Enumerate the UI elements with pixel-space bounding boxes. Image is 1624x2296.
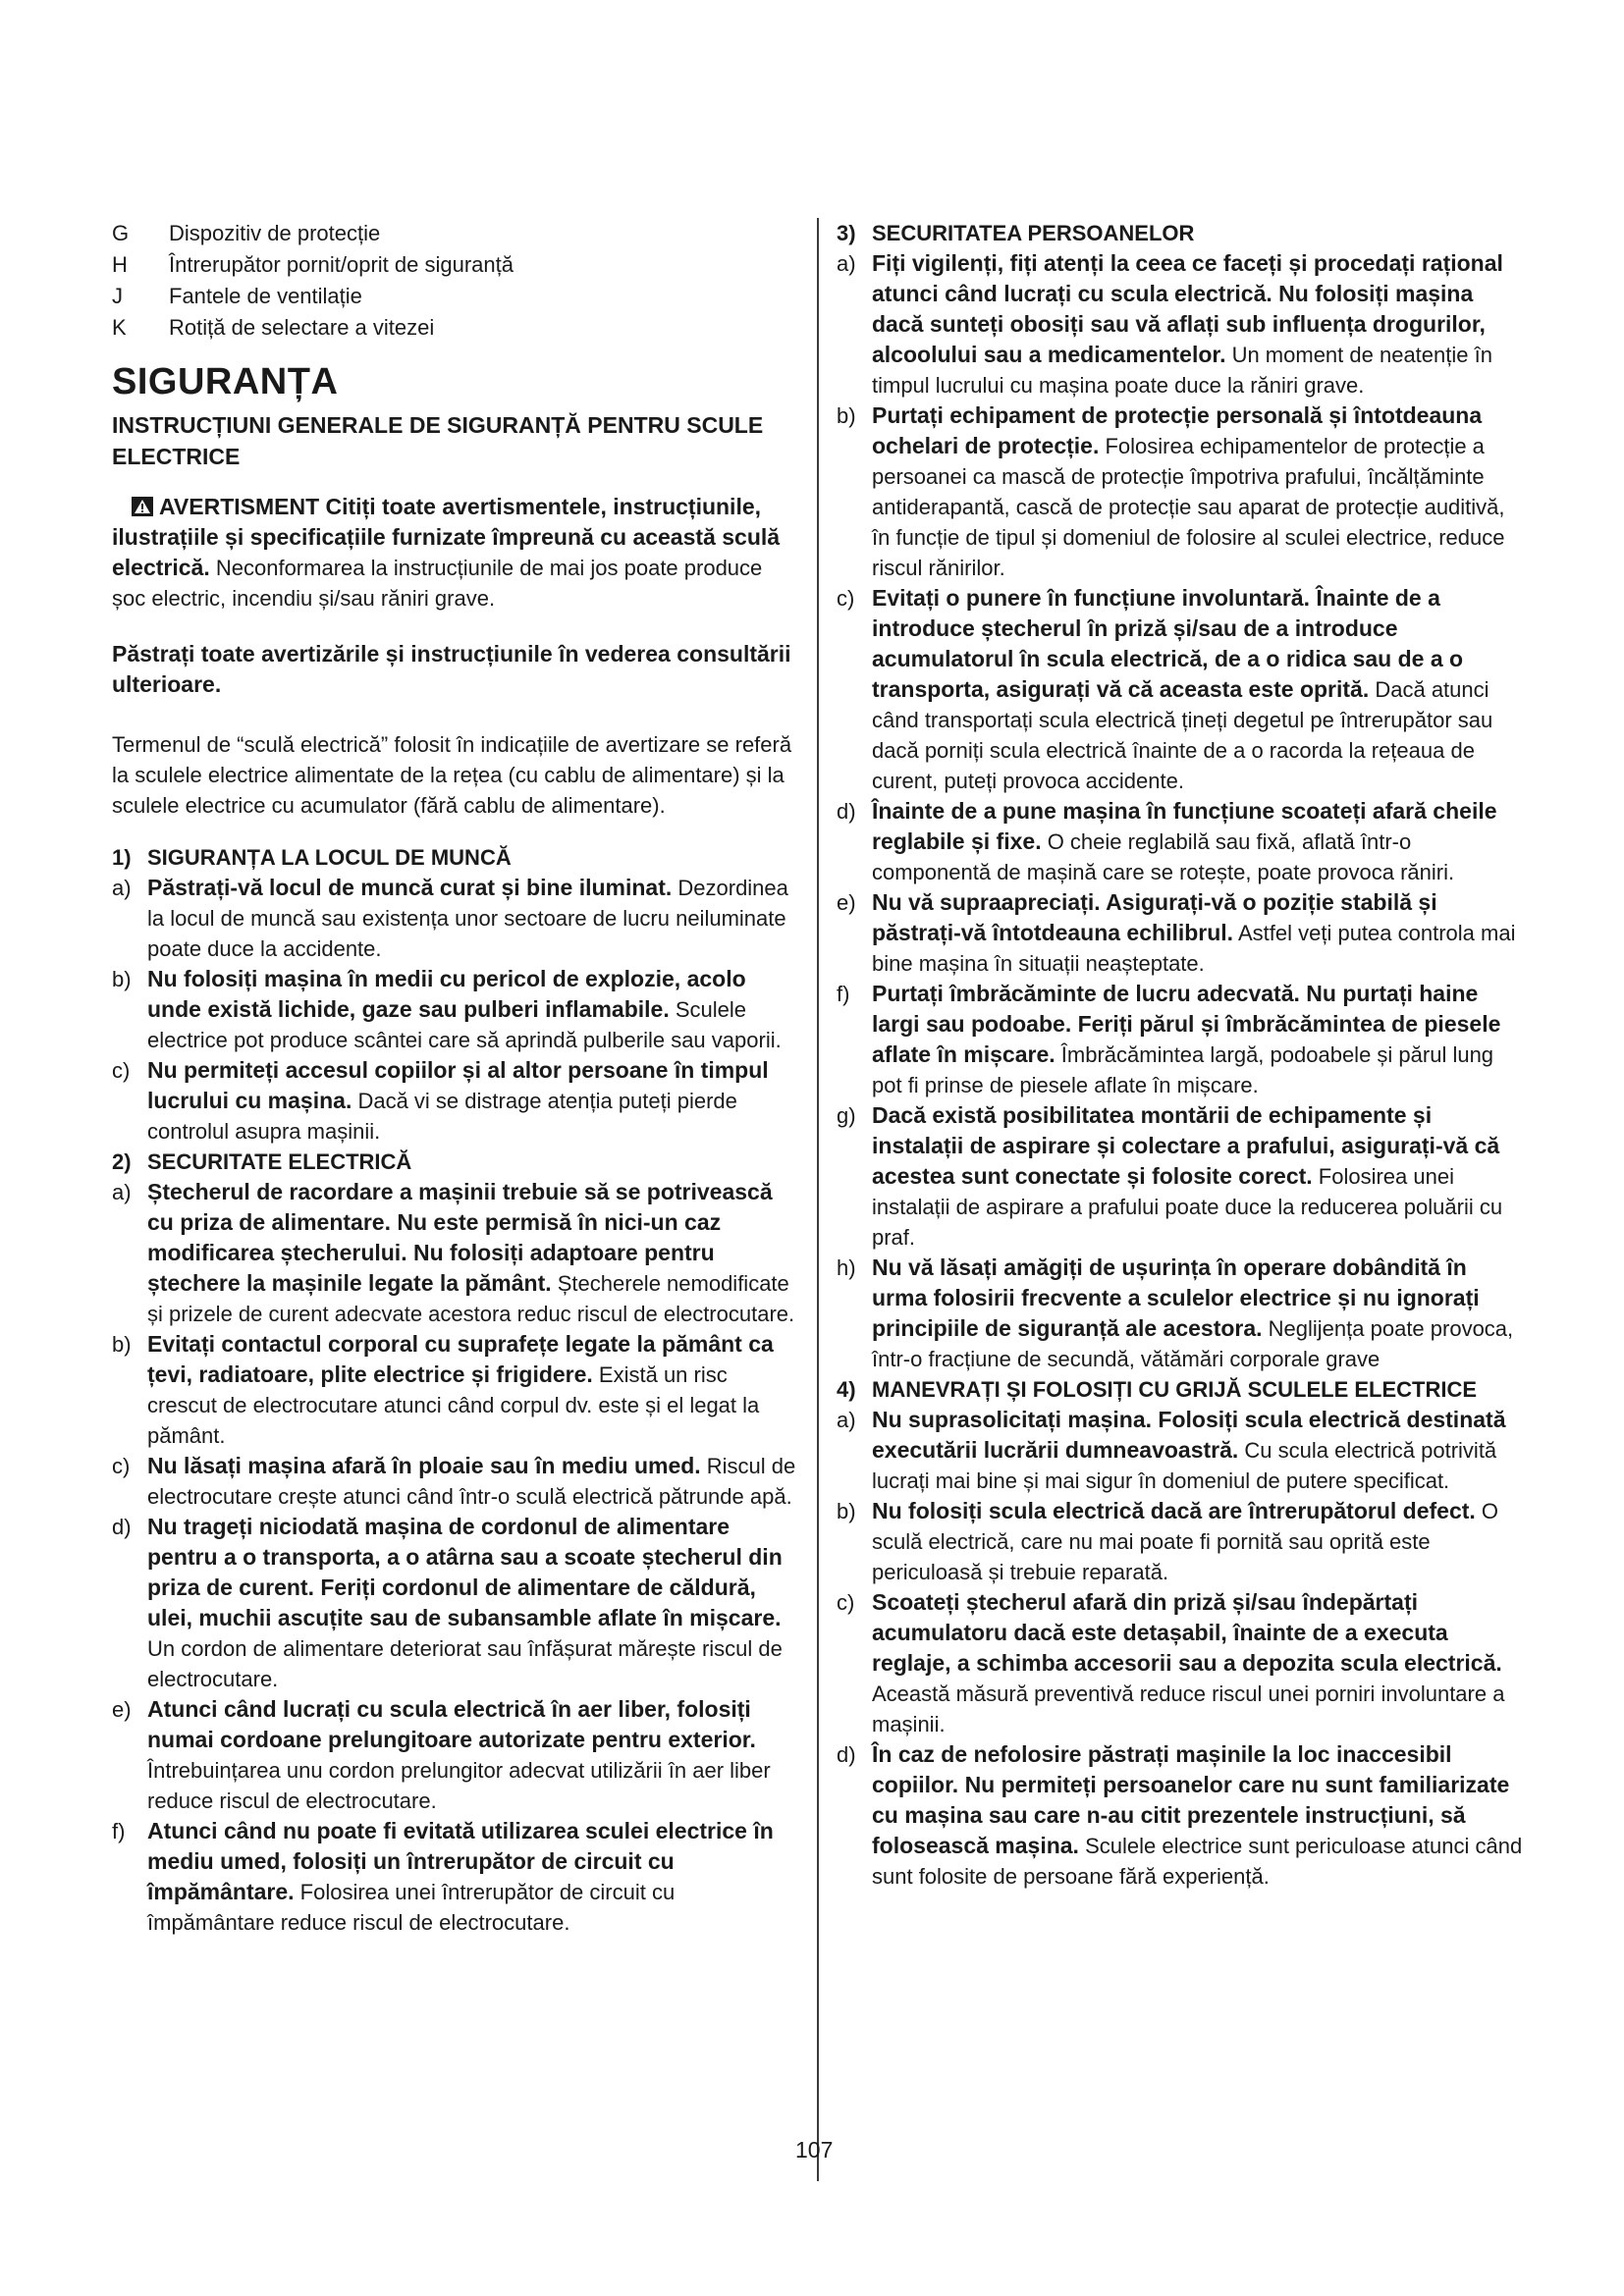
item-body [147,1177,799,1329]
legend-letter: K [112,315,127,340]
item-body [872,1405,1524,1496]
item-label: a) [112,876,132,900]
legend-row [112,249,799,281]
item-body [872,583,1524,796]
safety-item [837,1739,1524,1892]
item-body [147,964,799,1055]
item-body [872,1496,1524,1587]
item-text: Folosirea unei întrerupător de circuit cu împământare reduce riscul de electrocutare. [147,1880,676,1935]
item-label: g) [837,1103,856,1128]
item-text: Un moment de neatenție în timpul lucrului cu mașina poate duce la răniri grave. [872,343,1492,398]
item-text: Dacă atunci când transportați scula electrică țineți degetul pe întrerupător sau dacă porniți scula electrică înainte de a o racorda la rețeaua de curent, puteți provoca accidente. [872,677,1493,793]
right-column [837,218,1524,1892]
item-label: d) [837,1742,856,1767]
item-text: Sculele electrice sunt periculoase atunci când sunt folosite de persoane fără experiență. [872,1834,1523,1889]
item-body [872,1587,1524,1739]
section-heading-text: MANEVRAȚI ȘI FOLOSIȚI CU GRIJĂ SCULELE ELECTRICE [872,1377,1478,1402]
parts-legend [112,218,799,344]
item-body [872,1739,1524,1892]
safety-item [112,1694,799,1816]
item-body [147,1055,799,1147]
safety-item [837,1496,1524,1587]
item-text: Folosirea unei instalații de aspirare a prafului poate duce la reducerea poluării cu praf. [872,1164,1503,1250]
item-body [147,1451,799,1512]
item-body [872,887,1524,979]
item-label: c) [112,1454,131,1478]
item-bold-text: Atunci când nu poate fi evitată utilizarea sculei electrice în mediu umed, folosiți un întrerupător de circuit cu împământare. [147,1818,774,1904]
warning-triangle-icon [132,497,153,516]
section-heading-text: SECURITATE ELECTRICĂ [147,1149,412,1174]
item-label: f) [112,1819,126,1843]
legend-letter: G [112,221,130,245]
section-heading-text: SECURITATEA PERSOANELOR [872,221,1195,245]
item-text: Îmbrăcămintea largă, podoabele și părul lung pot fi prinse de piesele aflate în mișcare. [872,1042,1494,1097]
legend-row [112,312,799,344]
item-label: c) [112,1058,131,1083]
safety-item [837,796,1524,887]
legend-text: Rotiță de selectare a vitezei [169,315,435,340]
safety-item [837,400,1524,583]
item-label: a) [112,1180,132,1204]
legend-text: Fantele de ventilație [169,284,362,308]
item-bold-text: Nu permiteți accesul copiilor și al altor persoane în timpul lucrului cu mașina. [147,1057,769,1113]
item-text: O cheie reglabilă sau fixă, aflată într-o componentă de mașină care se rotește, poate provoca răniri. [872,829,1455,884]
item-bold-text: Purtați echipament de protecție personală și întotdeauna ochelari de protecție. [872,402,1483,458]
safety-item [112,964,799,1055]
item-bold-text: Dacă există posibilitatea montării de echipamente și instalații de aspirare și colectare a prafului, asigurați-vă că acestea sunt conectate și folosite corect. [872,1102,1500,1189]
section-number: 3) [837,221,856,245]
legend-letter: J [112,284,123,308]
item-label: d) [112,1515,132,1539]
item-bold-text: Atunci când lucrați cu scula electrică în aer liber, folosiți numai cordoane prelungitoare autorizate pentru exterior. [147,1696,756,1752]
warning-text: Neconformarea la instrucțiunile de mai jos poate produce șoc electric, incendiu și/sau răniri grave. [112,556,763,611]
item-label: e) [837,890,856,915]
item-text: Există un risc crescut de electrocutare atunci când corpul dv. este și el legat la pământ. [147,1362,760,1448]
left-sections [112,842,799,1938]
item-label: e) [112,1697,132,1722]
safety-item [837,1100,1524,1253]
item-label: b) [837,1499,856,1523]
item-bold-text: Scoateți ștecherul afară din priză și/sau îndepărtați acumulatoru dacă este detașabil, înainte de a executa reglaje, a schimba accesorii sau a depozita scula electrică. [872,1589,1502,1676]
safety-item [837,583,1524,796]
safety-item [112,1512,799,1694]
item-bold-text: Evitați contactul corporal cu suprafețe legate la pământ ca țevi, radiatoare, plite electrice și frigidere. [147,1331,774,1387]
item-label: f) [837,982,850,1006]
column-divider [817,218,819,2181]
item-bold-text: Nu folosiți mașina în medii cu pericol de explozie, acolo unde există lichide, gaze sau pulberi inflamabile. [147,966,746,1022]
safety-item [112,1055,799,1147]
item-bold-text: Nu vă supraapreciați. Asigurați-vă o poziție stabilă și păstrați-vă întotdeauna echilibrul. [872,889,1437,945]
item-label: b) [112,1332,132,1357]
safety-item [837,979,1524,1100]
item-body [147,1329,799,1451]
item-body [147,1816,799,1938]
term-definition: Termenul de “sculă electrică” folosit în indicațiile de avertizare se referă la sculele electrice alimentate de la rețea (cu cablu de alimentare) și la sculele electrice cu acumulator (fără cablu de alimentare). [112,732,792,818]
item-bold-text: Nu lăsați mașina afară în ploaie sau în mediu umed. [147,1453,701,1478]
item-body [872,400,1524,583]
legend-letter: H [112,252,128,277]
item-label: c) [837,1590,855,1615]
safety-item [112,1329,799,1451]
item-bold-text: Nu folosiți scula electrică dacă are întrerupătorul defect. [872,1498,1476,1523]
item-body [872,248,1524,400]
item-text: Neglijența poate provoca, într-o fracțiune de secundă, vătămări corporale grave [872,1316,1514,1371]
left-column [112,218,799,1938]
legend-row [112,281,799,312]
item-text: Întrebuințarea unu cordon prelungitor adecvat utilizării în aer liber reduce riscul de electrocutare. [147,1758,771,1813]
legend-row [112,218,799,249]
safety-item [112,1177,799,1329]
safety-item [837,1405,1524,1496]
keep-instructions-text: Păstrați toate avertizările și instrucțiunile în vederea consultării ulterioare. [112,641,791,697]
section-number: 1) [112,845,132,870]
legend-text: Întrerupător pornit/oprit de siguranță [169,252,514,277]
section-heading [837,1374,1524,1405]
section-heading [112,842,799,873]
item-text: Riscul de electrocutare crește atunci când într-o sculă electrică pătrunde apă. [147,1454,796,1509]
safety-item [112,1816,799,1938]
item-text: Un cordon de alimentare deteriorat sau înfășurat mărește riscul de electrocutare. [147,1636,783,1691]
item-label: c) [837,586,855,611]
item-text: Această măsură preventivă reduce riscul unei porniri involuntare a mașinii. [872,1682,1505,1736]
item-body [147,873,799,964]
section-heading-text: SIGURANȚA LA LOCUL DE MUNCĂ [147,845,512,870]
warning-bold-text: AVERTISMENT Citiți toate avertismentele, instrucțiunile, ilustrațiile și specificațiile furnizate împreună cu această sculă electrică. [112,494,781,580]
item-text: Cu scula electrică potrivită lucrați mai bine și mai sigur în domeniul de putere specificat. [872,1438,1497,1493]
item-bold-text: Ștecherul de racordare a mașinii trebuie să se potrivească cu priza de alimentare. Nu este permisă în nici-un caz modificarea ștecherului. Nu folosiți adaptoare pentru ștechere la mașinile legate la pământ. [147,1179,773,1296]
section-heading [112,1147,799,1177]
safety-item [112,873,799,964]
item-body [872,1253,1524,1374]
item-bold-text: Purtați îmbrăcăminte de lucru adecvată. Nu purtați haine largi sau podoabe. Feriți părul și îmbrăcămintea de piesele aflate în mișcare. [872,981,1501,1067]
item-label: d) [837,799,856,824]
item-label: h) [837,1255,856,1280]
safety-item [837,887,1524,979]
item-bold-text: Înainte de a pune mașina în funcțiune scoateți afară cheile reglabile și fixe. [872,798,1497,854]
item-body [872,979,1524,1100]
general-safety-heading: INSTRUCȚIUNI GENERALE DE SIGURANȚĂ PENTRU SCULE ELECTRICE [112,412,764,469]
page-number: 107 [795,2137,834,2163]
item-text: Sculele electrice pot produce scântei care să aprindă pulberile sau vaporii. [147,997,782,1052]
item-bold-text: Păstrați-vă locul de muncă curat și bine iluminat. [147,875,673,900]
section-heading [837,218,1524,248]
section-title: SIGURANȚA [112,361,339,402]
item-bold-text: Evitați o punere în funcțiune involuntară. Înainte de a introduce ștecherul în priză și/sau de a introduce acumulatorul în scula electrică, de a o ridica sau de a o transporta, asigurați vă că aceasta este oprită. [872,585,1464,702]
item-body [872,1100,1524,1253]
keep-instructions [112,639,799,700]
item-label: a) [837,1408,856,1432]
legend-text: Dispozitiv de protecție [169,221,381,245]
item-text: O sculă electrică, care nu mai poate fi pornită sau oprită este periculoasă și trebuie reparată. [872,1499,1499,1584]
item-bold-text: Nu suprasolicitați mașina. Folosiți scula electrică destinată executării lucrării dumneavoastră. [872,1407,1506,1463]
item-text: Ștecherele nemodificate și prizele de curent adecvate acestora reduc riscul de electrocutare. [147,1271,795,1326]
item-bold-text: Nu trageți niciodată mașina de cordonul de alimentare pentru a o transporta, a o atârna sau a scoate ștecherul din priza de curent. Feriți cordonul de alimentare de căldură, ulei, muchii ascuțite sau de subansamble aflate în mișcare. [147,1514,783,1630]
item-text: Astfel veți putea controla mai bine mașina în situații neașteptate. [872,921,1516,976]
section-number: 2) [112,1149,132,1174]
section-number: 4) [837,1377,856,1402]
warning-paragraph [112,492,799,614]
item-body [872,796,1524,887]
item-bold-text: Fiți vigilenți, fiți atenți la ceea ce faceți și procedați rațional atunci când lucrați cu scula electrică. Nu folosiți mașina dacă sunteți obosiți sau vă aflați sub influența drogurilor, alcoolului sau a medicamentelor. [872,250,1503,367]
item-bold-text: În caz de nefolosire păstrați mașinile la loc inaccesibil copiilor. Nu permiteți persoanelor care nu sunt familiarizate cu mașina sau care n-au citit prezentele instrucțiuni, să folosească mașina. [872,1741,1510,1858]
safety-item [112,1451,799,1512]
safety-item [837,1587,1524,1739]
item-label: b) [112,967,132,991]
item-bold-text: Nu vă lăsați amăgiți de ușurința în operare dobândită în urma folosirii frecvente a sculelor electrice și nu ignorați principiile de siguranță ale acestora. [872,1255,1480,1341]
item-text: Folosirea echipamentelor de protecție a persoanei ca mască de protecție împotriva prafului, încălțăminte antiderapantă, cască de protecție sau aparat de protecție auditivă, în funcție de tipul și domeniul de folosire al sculei electrice, reduce riscul rănirilor. [872,434,1505,580]
item-body [147,1694,799,1816]
item-label: a) [837,251,856,276]
item-label: b) [837,403,856,428]
item-text: Dezordinea la locul de muncă sau existența unor sectoare de lucru neiluminate poate duce la accidente. [147,876,788,961]
safety-item [837,248,1524,400]
item-body [147,1512,799,1694]
item-text: Dacă vi se distrage atenția puteți pierde controlul asupra mașinii. [147,1089,737,1144]
right-sections [837,218,1524,1892]
safety-item [837,1253,1524,1374]
